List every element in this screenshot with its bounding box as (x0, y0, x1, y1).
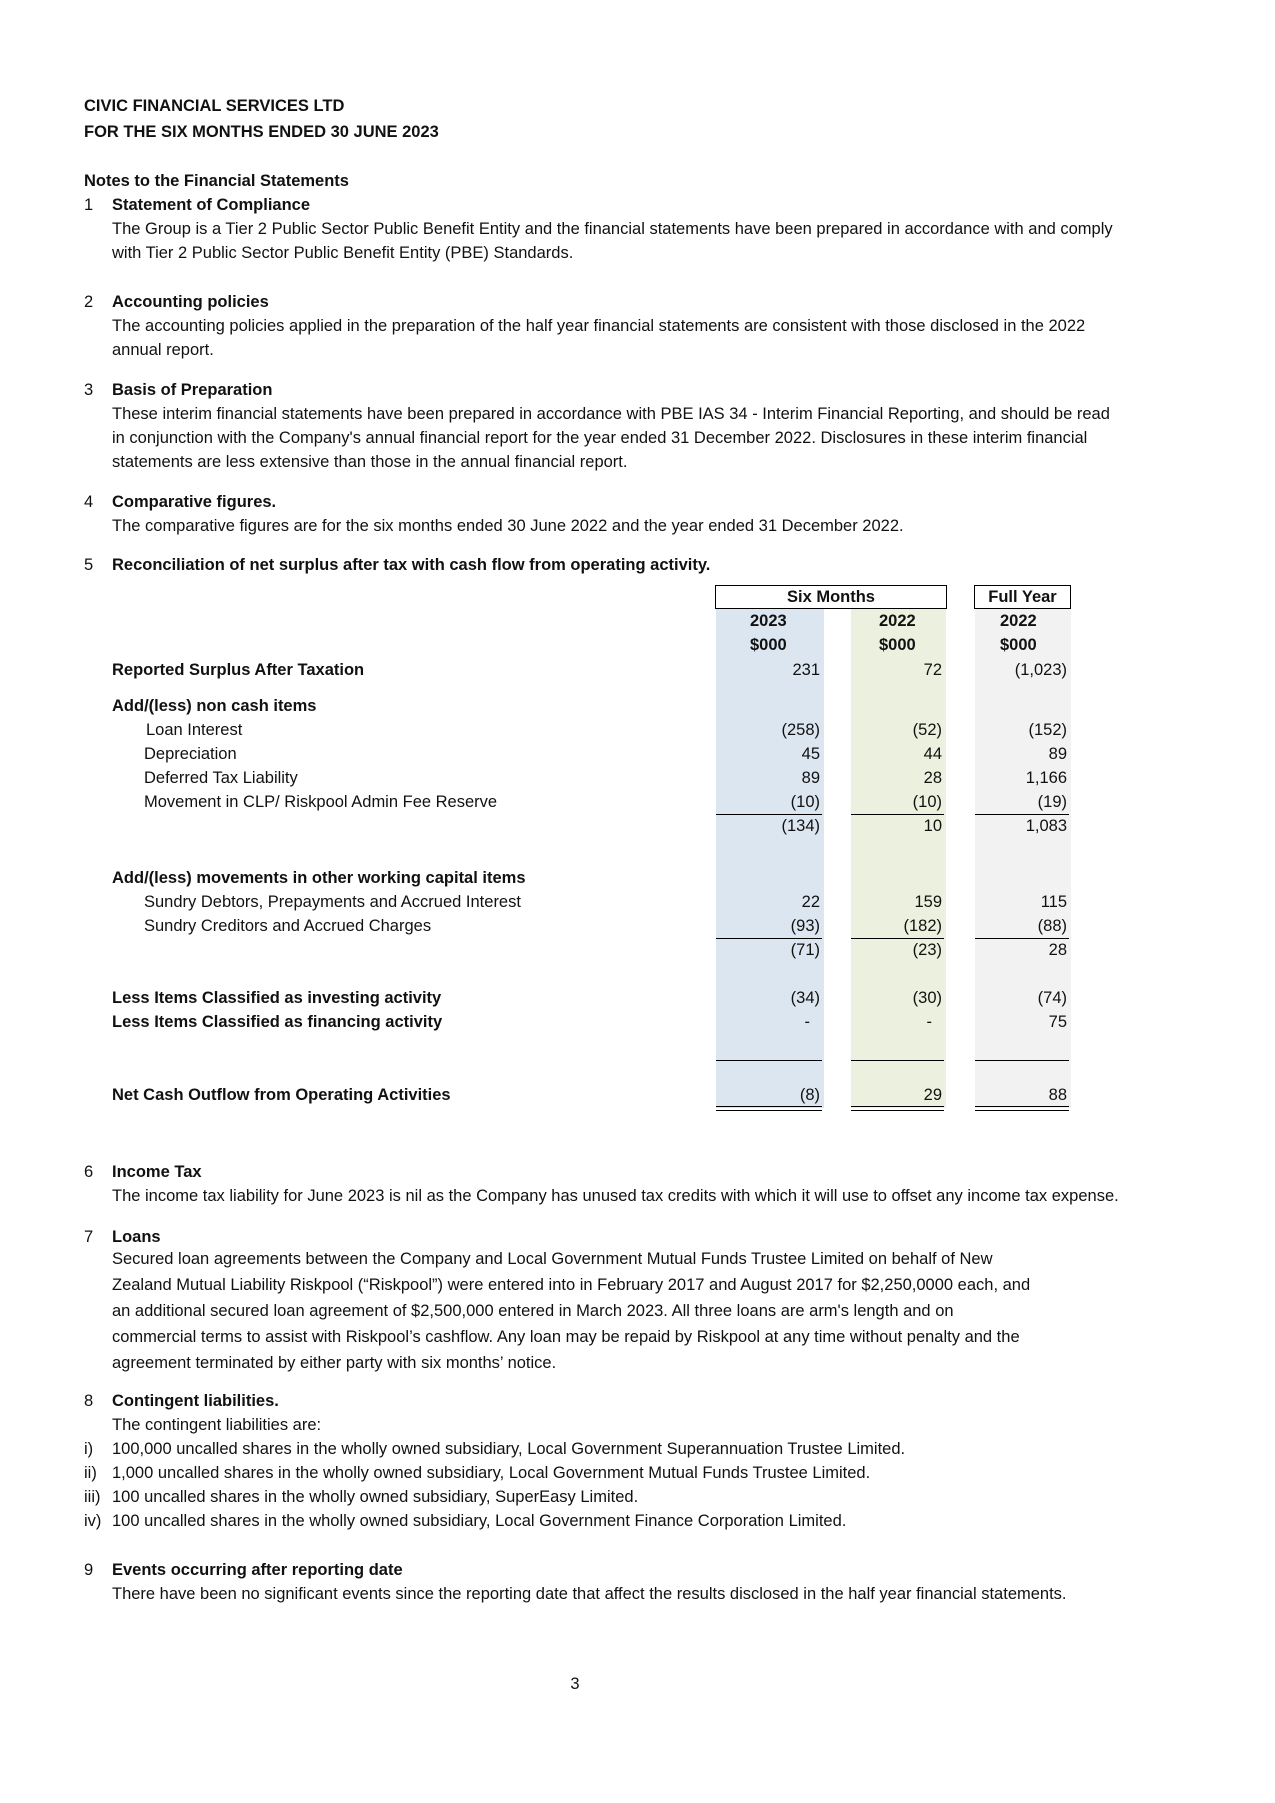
note-3-number: 3 (84, 381, 94, 399)
note-7-line-1: Secured loan agreements between the Company and Local Government Mutual Funds Trustee Limited on behalf of New (112, 1250, 993, 1268)
row-label-net-cash: Net Cash Outflow from Operating Activities (112, 1086, 451, 1104)
total-top-rule-2023 (716, 1060, 822, 1061)
report-period: FOR THE SIX MONTHS ENDED 30 JUNE 2023 (84, 123, 439, 141)
cell-wc-total-2022: (23) (912, 941, 942, 959)
cell-clp-2023: (10) (790, 793, 820, 811)
cell-creditors-2022: (182) (903, 917, 942, 935)
note-7-line-4: commercial terms to assist with Riskpool’s cashflow. Any loan may be repaid by Riskpool at any time without penalty and the (112, 1328, 1020, 1346)
note-2-title: Accounting policies (112, 293, 269, 311)
note-5-number: 5 (84, 556, 94, 574)
contingent-item-4: 100 uncalled shares in the wholly owned subsidiary, Local Government Finance Corporation Limited. (112, 1512, 847, 1530)
notes-title: Notes to the Financial Statements (84, 172, 349, 190)
total-double-rule-2022 (851, 1106, 944, 1111)
note-1-line-2: with Tier 2 Public Sector Public Benefit Entity (PBE) Standards. (112, 244, 574, 262)
note-2-line-2: annual report. (112, 341, 214, 359)
note-3-line-3: statements are less extensive than those in the annual financial report. (112, 453, 628, 471)
note-1-title: Statement of Compliance (112, 196, 311, 214)
total-top-rule-full (975, 1060, 1069, 1061)
note-2-line-1: The accounting policies applied in the preparation of the half year financial statements are consistent with those disclosed in the 2022 (112, 317, 1086, 335)
total-top-rule-2022 (851, 1060, 944, 1061)
unit-header-2023: $000 (750, 636, 787, 654)
row-label-creditors: Sundry Creditors and Accrued Charges (144, 917, 432, 935)
total-double-rule-full (975, 1106, 1069, 1111)
note-8-number: 8 (84, 1392, 94, 1410)
cell-depreciation-2023: 45 (801, 745, 820, 763)
cell-depreciation-full: 89 (1048, 745, 1067, 763)
contingent-item-3: 100 uncalled shares in the wholly owned subsidiary, SuperEasy Limited. (112, 1488, 639, 1506)
row-label-investing: Less Items Classified as investing activity (112, 989, 442, 1007)
cell-deferred-tax-2022: 28 (923, 769, 942, 787)
note-8-title: Contingent liabilities. (112, 1392, 279, 1410)
cell-loan-interest-full: (152) (1028, 721, 1067, 739)
cell-investing-full: (74) (1037, 989, 1067, 1007)
note-2-number: 2 (84, 293, 94, 311)
note-6-line-1: The income tax liability for June 2023 is nil as the Company has unused tax credits with which it will use to offset any income tax expense. (112, 1187, 1119, 1205)
cell-debtors-2022: 159 (914, 893, 942, 911)
total-double-rule-2023 (716, 1106, 822, 1111)
note-9-line-1: There have been no significant events since the reporting date that affect the results disclosed in the half year financial statements. (112, 1585, 1067, 1603)
unit-header-full-2022: $000 (1000, 636, 1037, 654)
note-1-line-1: The Group is a Tier 2 Public Sector Public Benefit Entity and the financial statements have been prepared in accordance with and comply (112, 220, 1113, 238)
cell-creditors-2023: (93) (790, 917, 820, 935)
unit-header-2022: $000 (879, 636, 916, 654)
cell-deferred-tax-2023: 89 (801, 769, 820, 787)
note-3-line-1: These interim financial statements have been prepared in accordance with PBE IAS 34 - Interim Financial Reporting, and should be read (112, 405, 1110, 423)
cell-reported-2022: 72 (923, 661, 942, 679)
cell-wc-total-2023: (71) (790, 941, 820, 959)
cell-clp-full: (19) (1037, 793, 1067, 811)
cell-wc-total-full: 28 (1048, 941, 1067, 959)
row-label-loan-interest: Loan Interest (146, 721, 243, 739)
note-7-line-3: an additional secured loan agreement of $2,500,000 entered in March 2023. All three loans are arm's length and on (112, 1302, 954, 1320)
note-7-number: 7 (84, 1228, 94, 1246)
cell-net-full: 88 (1048, 1086, 1067, 1104)
cell-investing-2022: (30) (912, 989, 942, 1007)
note-5-title: Reconciliation of net surplus after tax with cash flow from operating activity. (112, 556, 711, 574)
cell-noncash-total-2022: 10 (923, 817, 942, 835)
cell-reported-full: (1,023) (1014, 661, 1067, 679)
note-4-title: Comparative figures. (112, 493, 277, 511)
cell-loan-interest-2022: (52) (912, 721, 942, 739)
cell-depreciation-2022: 44 (923, 745, 942, 763)
note-6-title: Income Tax (112, 1163, 202, 1181)
cell-net-2022: 29 (923, 1086, 942, 1104)
six-months-header: Six Months (715, 585, 947, 609)
note-4-number: 4 (84, 493, 94, 511)
row-label-clp-reserve: Movement in CLP/ Riskpool Admin Fee Reserve (144, 793, 498, 811)
cell-loan-interest-2023: (258) (781, 721, 820, 739)
cell-financing-full: 75 (1048, 1013, 1067, 1031)
full-year-header: Full Year (974, 585, 1071, 609)
company-name: CIVIC FINANCIAL SERVICES LTD (84, 97, 345, 115)
year-header-2023: 2023 (750, 612, 787, 630)
note-1-number: 1 (84, 196, 94, 214)
note-6-number: 6 (84, 1163, 94, 1181)
row-label-debtors: Sundry Debtors, Prepayments and Accrued Interest (144, 893, 521, 911)
cell-clp-2022: (10) (912, 793, 942, 811)
cell-reported-2023: 231 (792, 661, 820, 679)
note-4-line-1: The comparative figures are for the six months ended 30 June 2022 and the year ended 31 December 2022. (112, 517, 904, 535)
cell-debtors-2023: 22 (801, 893, 820, 911)
list-marker-ii: ii) (84, 1464, 97, 1482)
row-label-reported-surplus: Reported Surplus After Taxation (112, 661, 365, 679)
year-header-2022: 2022 (879, 612, 916, 630)
cell-noncash-total-2023: (134) (781, 817, 820, 835)
row-label-depreciation: Depreciation (144, 745, 237, 763)
note-9-title: Events occurring after reporting date (112, 1561, 403, 1579)
note-7-title: Loans (112, 1228, 161, 1246)
note-3-title: Basis of Preparation (112, 381, 273, 399)
row-label-noncash-heading: Add/(less) non cash items (112, 697, 317, 715)
contingent-item-2: 1,000 uncalled shares in the wholly owned subsidiary, Local Government Mutual Funds Trustee Limited. (112, 1464, 871, 1482)
row-label-deferred-tax: Deferred Tax Liability (144, 769, 298, 787)
list-marker-i: i) (84, 1440, 94, 1458)
cell-financing-2023: - (804, 1013, 810, 1031)
year-header-full-2022: 2022 (1000, 612, 1037, 630)
note-7-line-5: agreement terminated by either party with six months’ notice. (112, 1354, 557, 1372)
list-marker-iv: iv) (84, 1512, 102, 1530)
cell-financing-2022: - (926, 1013, 932, 1031)
cell-creditors-full: (88) (1037, 917, 1067, 935)
page-number: 3 (570, 1675, 580, 1693)
note-7-line-2: Zealand Mutual Liability Riskpool (“Riskpool”) were entered into in February 2017 and August 2017 for $2,250,0000 each, and (112, 1276, 1031, 1294)
note-9-number: 9 (84, 1561, 94, 1579)
row-label-financing: Less Items Classified as financing activity (112, 1013, 443, 1031)
cell-net-2023: (8) (799, 1086, 820, 1104)
note-8-intro: The contingent liabilities are: (112, 1416, 322, 1434)
cell-investing-2023: (34) (790, 989, 820, 1007)
row-label-working-capital-heading: Add/(less) movements in other working capital items (112, 869, 526, 887)
cell-debtors-full: 115 (1040, 893, 1067, 911)
list-marker-iii: iii) (84, 1488, 101, 1506)
note-3-line-2: in conjunction with the Company's annual financial report for the year ended 31 December 2022. Disclosures in these interim financial (112, 429, 1088, 447)
contingent-item-1: 100,000 uncalled shares in the wholly owned subsidiary, Local Government Superannuation Trustee Limited. (112, 1440, 906, 1458)
cell-noncash-total-full: 1,083 (1025, 817, 1067, 835)
cell-deferred-tax-full: 1,166 (1025, 769, 1067, 787)
